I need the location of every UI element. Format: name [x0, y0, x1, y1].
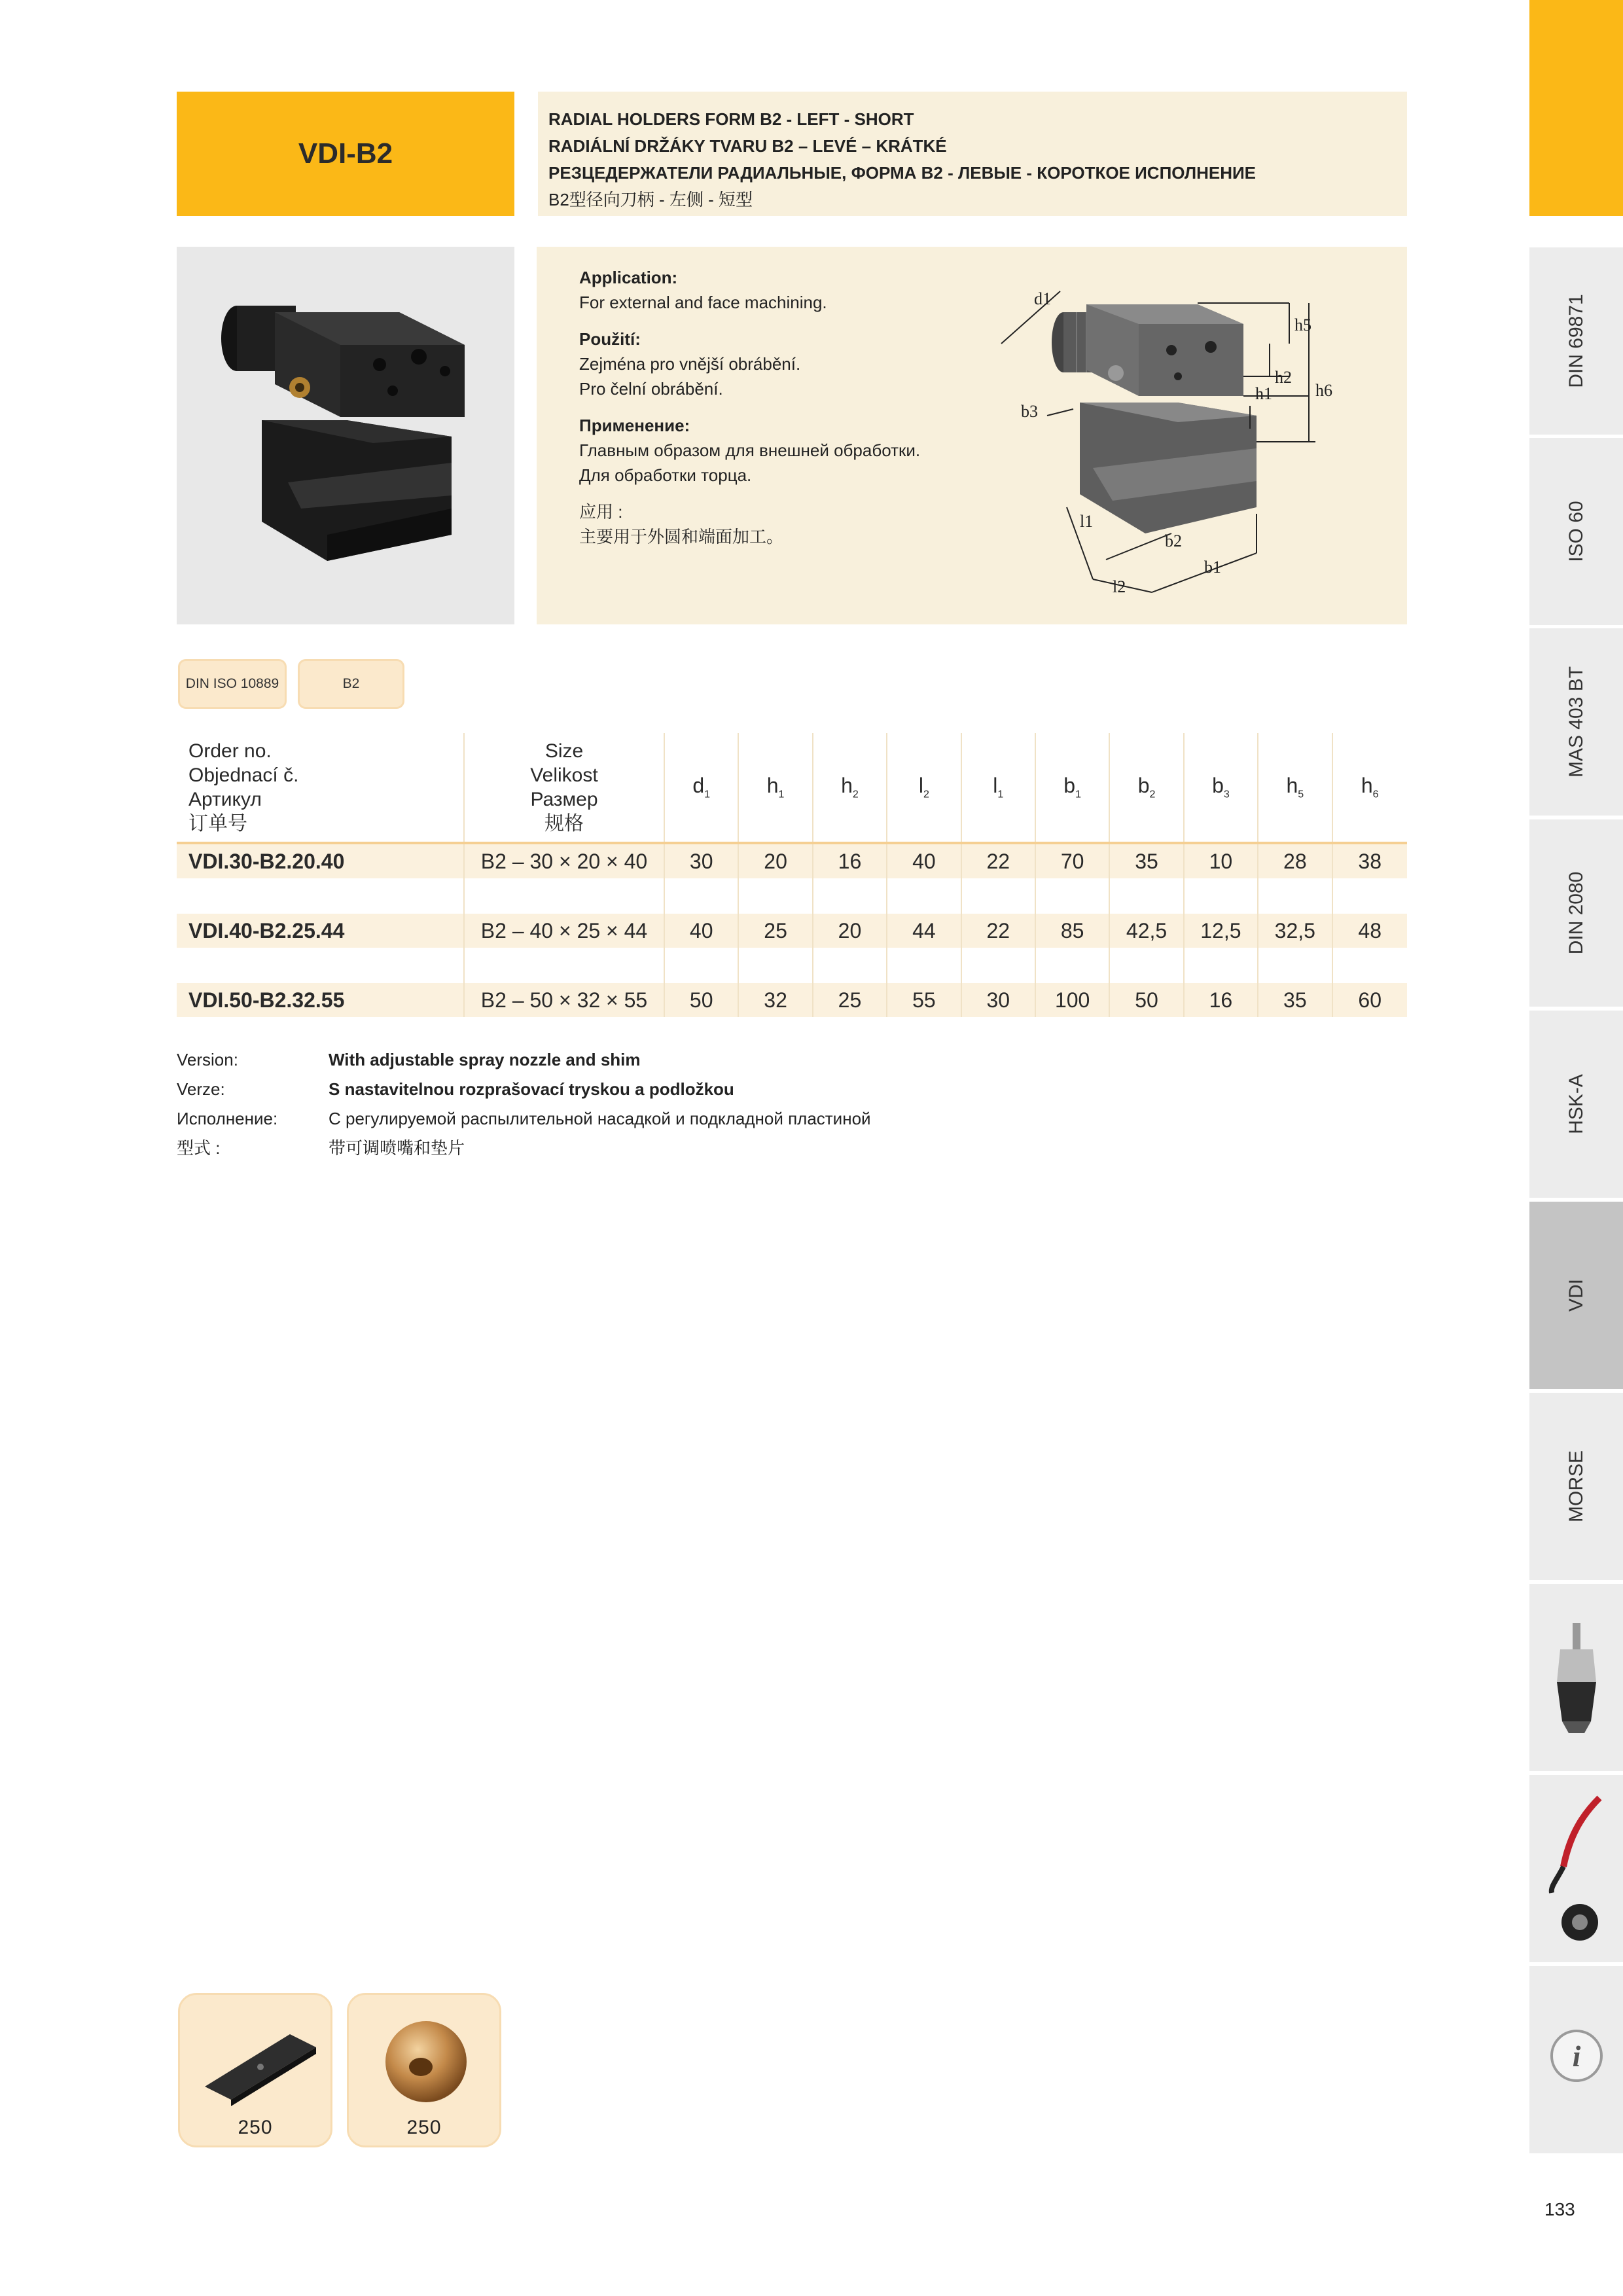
- label-h6: h6: [1315, 381, 1332, 400]
- dim-header: $l_2$: [887, 733, 961, 842]
- version-label: Исполнение:: [177, 1109, 278, 1128]
- tool-holder-image: [177, 247, 514, 624]
- order-header: [177, 733, 465, 842]
- order-header-cz: Objednací č.: [188, 764, 299, 786]
- dim-cell: 28: [1258, 844, 1332, 878]
- application-text-ru-1: Главным образом для внешней обработки.: [579, 440, 921, 460]
- version-row: [177, 1104, 1093, 1134]
- dim-header: $d_1$: [665, 733, 739, 842]
- dim-cell: 10: [1185, 844, 1258, 878]
- side-tab-info[interactable]: [1529, 1966, 1623, 2153]
- page-title: VDI-B2: [177, 92, 514, 216]
- accessory-code: 250: [406, 2117, 442, 2138]
- dim-cell: 100: [1036, 983, 1110, 1017]
- version-value: С регулируемой распылительной насадкой и подкладной пластиной: [329, 1109, 871, 1128]
- form-tag: B2: [298, 659, 404, 709]
- dim-cell: 55: [887, 983, 961, 1017]
- version-value: With adjustable spray nozzle and shim: [329, 1050, 641, 1069]
- dim-cell: 25: [739, 914, 813, 948]
- dim-cell: 16: [813, 844, 887, 878]
- order-header-ru: Артикул: [188, 789, 262, 810]
- label-b1: b1: [1204, 558, 1221, 577]
- application-heading-cz: Použití:: [579, 329, 641, 349]
- version-value: 带可调喷嘴和垫片: [329, 1138, 465, 1158]
- wrench-nut-icon: [1544, 1788, 1609, 1952]
- dim-cell: 40: [887, 844, 961, 878]
- dimensions-table: [177, 733, 1407, 1017]
- side-tab-drill-chuck[interactable]: [1529, 1584, 1623, 1771]
- info-icon: [1549, 2028, 1604, 2083]
- dim-cell: 22: [962, 844, 1036, 878]
- size-cell: B2 – 30 × 20 × 40: [465, 844, 665, 878]
- dim-cell: 32: [739, 983, 813, 1017]
- page-number: 133: [1544, 2199, 1575, 2219]
- side-tab-iso-60[interactable]: [1529, 438, 1623, 625]
- dim-cell: 30: [665, 844, 739, 878]
- dim-header: $l_1$: [962, 733, 1036, 842]
- application-text-zh: 主要用于外圆和端面加工。: [579, 527, 784, 547]
- subtitle-box: [538, 92, 1407, 216]
- side-tab-label: DIN 2080: [1565, 871, 1587, 955]
- dim-cell: 25: [813, 983, 887, 1017]
- side-tab-wrench-nut[interactable]: [1529, 1775, 1623, 1962]
- side-tab-hsk-a[interactable]: [1529, 1011, 1623, 1198]
- label-h1: h1: [1255, 384, 1272, 403]
- side-tab-vdi[interactable]: [1529, 1202, 1623, 1389]
- accessory-nozzle[interactable]: [347, 1993, 501, 2147]
- size-header-en: Size: [544, 740, 584, 762]
- product-photo: [177, 247, 514, 624]
- dim-header: $h_2$: [813, 733, 887, 842]
- shim-plate-icon: [192, 2015, 323, 2113]
- label-b2: b2: [1165, 531, 1182, 550]
- dim-cell: 60: [1358, 988, 1382, 1012]
- dim-header: $h_6$: [1361, 774, 1379, 800]
- drill-chuck-icon: [1550, 1623, 1603, 1734]
- application-text-en: For external and face machining.: [579, 293, 827, 312]
- svg-text:i: i: [1572, 2039, 1581, 2073]
- dim-cell: 44: [887, 914, 961, 948]
- dim-cell: 50: [665, 983, 739, 1017]
- version-label: Verze:: [177, 1079, 225, 1099]
- order-number: VDI.40-B2.25.44: [177, 914, 465, 948]
- size-header: [465, 733, 665, 842]
- dim-cell: 35: [1258, 983, 1332, 1017]
- side-tab-din-2080[interactable]: [1529, 819, 1623, 1007]
- side-tab-label: VDI: [1565, 1278, 1587, 1312]
- accessory-shim[interactable]: [178, 1993, 332, 2147]
- dim-cell: 48: [1358, 919, 1382, 942]
- side-tab-label: HSK-A: [1565, 1074, 1587, 1134]
- table-row: [177, 914, 1407, 948]
- table-row: [177, 983, 1407, 1017]
- standard-tag: DIN ISO 10889: [178, 659, 287, 709]
- version-row: [177, 1045, 1093, 1075]
- dim-header: $b_2$: [1110, 733, 1184, 842]
- label-b3: b3: [1021, 402, 1038, 421]
- row-spacer: [177, 948, 1407, 983]
- dim-cell: 20: [813, 914, 887, 948]
- size-header-cz: Velikost: [530, 764, 598, 786]
- side-tab-din-69871[interactable]: [1529, 247, 1623, 435]
- order-header-en: Order no.: [188, 740, 272, 762]
- application-text-cz-1: Zejména pro vnější obrábění.: [579, 354, 801, 374]
- dim-cell: 30: [962, 983, 1036, 1017]
- side-tab-label: MORSE: [1565, 1450, 1587, 1523]
- dim-cell: 12,5: [1185, 914, 1258, 948]
- side-tab-label: MAS 403 BT: [1565, 666, 1587, 778]
- side-accent-tab: [1529, 0, 1623, 216]
- application-heading-en: Application:: [579, 268, 678, 287]
- spray-nozzle-ball-icon: [367, 2008, 485, 2113]
- dim-cell: 42,5: [1110, 914, 1184, 948]
- subtitle-en: RADIAL HOLDERS FORM B2 - LEFT - SHORT: [548, 109, 914, 129]
- dim-cell: 16: [1185, 983, 1258, 1017]
- application-heading-zh: 应用 :: [579, 502, 623, 522]
- dim-cell: 32,5: [1258, 914, 1332, 948]
- dim-cell: 35: [1110, 844, 1184, 878]
- version-row: [177, 1134, 1093, 1163]
- version-row: [177, 1075, 1093, 1104]
- order-number: VDI.30-B2.20.40: [177, 844, 465, 878]
- table-row: [177, 844, 1407, 878]
- dim-cell: 85: [1036, 914, 1110, 948]
- version-info: [177, 1045, 1093, 1163]
- dim-header: $h_1$: [739, 733, 813, 842]
- dim-header: $b_1$: [1036, 733, 1110, 842]
- application-text-cz-2: Pro čelní obrábění.: [579, 379, 723, 399]
- order-number: VDI.50-B2.32.55: [177, 983, 465, 1017]
- side-tab-morse[interactable]: [1529, 1393, 1623, 1580]
- version-label: 型式 :: [177, 1138, 221, 1158]
- dim-cell: 40: [665, 914, 739, 948]
- application-heading-ru: Применение:: [579, 416, 690, 435]
- subtitle-cz: RADIÁLNÍ DRŽÁKY TVARU B2 – LEVÉ – KRÁTKÉ: [548, 136, 947, 156]
- dim-cell: 38: [1358, 850, 1382, 873]
- version-value: S nastavitelnou rozprašovací tryskou a podložkou: [329, 1079, 734, 1099]
- table-header-row: [177, 733, 1407, 842]
- subtitle-zh: B2型径向刀柄 - 左侧 - 短型: [548, 190, 753, 209]
- size-header-zh: 规格: [544, 813, 584, 834]
- version-label: Version:: [177, 1050, 238, 1069]
- size-header-ru: Размер: [530, 789, 598, 810]
- order-header-zh: 订单号: [188, 813, 247, 834]
- side-tab-label: DIN 69871: [1565, 294, 1587, 388]
- dim-cell: 50: [1110, 983, 1184, 1017]
- accessory-code: 250: [238, 2117, 273, 2138]
- application-text-ru-2: Для обработки торца.: [579, 465, 752, 485]
- size-cell: B2 – 40 × 25 × 44: [465, 914, 665, 948]
- label-l1: l1: [1080, 512, 1094, 531]
- label-h2: h2: [1275, 368, 1292, 387]
- application-text: [579, 265, 998, 549]
- dim-cell: 70: [1036, 844, 1110, 878]
- size-cell: B2 – 50 × 32 × 55: [465, 983, 665, 1017]
- row-spacer: [177, 878, 1407, 914]
- side-tab-label: ISO 60: [1565, 501, 1587, 562]
- subtitle-ru: РЕЗЦЕДЕРЖАТЕЛИ РАДИАЛЬНЫЕ, ФОРМА B2 - ЛЕВЫЕ - КОРОТКОЕ ИСПОЛНЕНИЕ: [548, 163, 1257, 183]
- label-h5: h5: [1294, 315, 1311, 334]
- label-l2: l2: [1113, 577, 1126, 596]
- label-d1: d1: [1034, 289, 1051, 308]
- side-tab-mas-403-bt[interactable]: [1529, 628, 1623, 816]
- dim-cell: 20: [739, 844, 813, 878]
- dimension-diagram: [982, 265, 1400, 619]
- dim-header: $b_3$: [1185, 733, 1258, 842]
- dim-header: $h_5$: [1258, 733, 1332, 842]
- dim-cell: 22: [962, 914, 1036, 948]
